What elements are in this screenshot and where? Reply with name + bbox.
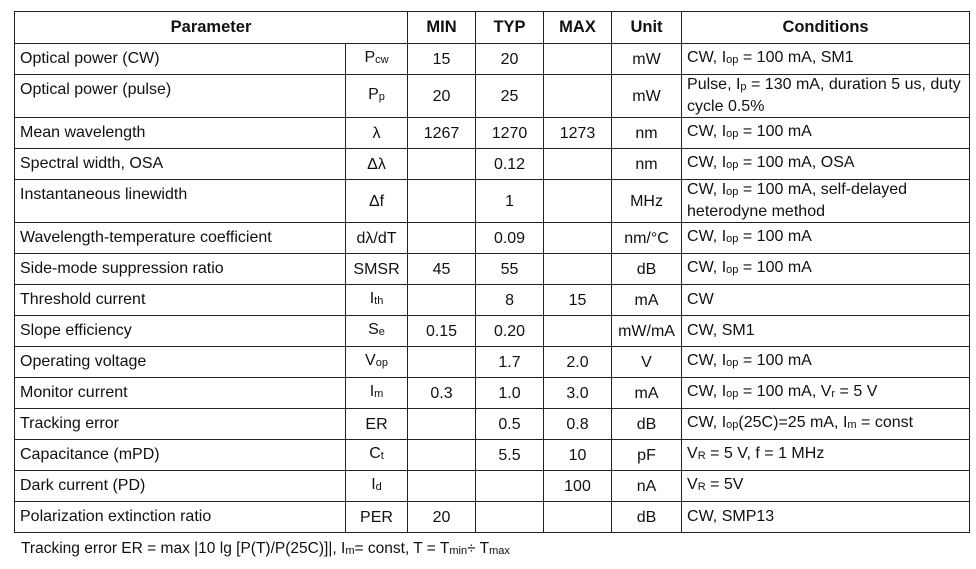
- conditions-cell: CW, $I_{op}(25C)=25$ mA, $I_m$ = const: [682, 409, 970, 440]
- unit-cell: nA: [612, 471, 682, 502]
- table-header-row: [15, 12, 970, 44]
- min-cell: 0.15: [408, 316, 476, 347]
- symbol-cell: Δf: [346, 180, 408, 223]
- max-cell: [544, 254, 612, 285]
- header-unit: Unit: [612, 12, 682, 44]
- max-cell: [544, 316, 612, 347]
- typ-cell: [476, 471, 544, 502]
- table-row: [15, 409, 970, 440]
- unit-cell: dB: [612, 502, 682, 533]
- unit-cell: dB: [612, 409, 682, 440]
- min-cell: 20: [408, 502, 476, 533]
- symbol-cell: λ: [346, 118, 408, 149]
- symbol-cell: $S_e$: [346, 316, 408, 347]
- parameter-cell: Wavelength-temperature coefficient: [15, 223, 346, 254]
- parameter-cell: Spectral width, OSA: [15, 149, 346, 180]
- typ-cell: 55: [476, 254, 544, 285]
- symbol-cell: Δλ: [346, 149, 408, 180]
- min-cell: [408, 347, 476, 378]
- min-cell: 1267: [408, 118, 476, 149]
- table-row: [15, 75, 970, 118]
- unit-cell: MHz: [612, 180, 682, 223]
- max-cell: [544, 180, 612, 223]
- header-typ: TYP: [476, 12, 544, 44]
- parameter-cell: Side-mode suppression ratio: [15, 254, 346, 285]
- symbol-cell: $I_d$: [346, 471, 408, 502]
- parameter-cell: Optical power (CW): [15, 44, 346, 75]
- typ-cell: 20: [476, 44, 544, 75]
- typ-cell: 1270: [476, 118, 544, 149]
- min-cell: [408, 471, 476, 502]
- unit-cell: pF: [612, 440, 682, 471]
- max-cell: [544, 44, 612, 75]
- symbol-cell: $C_t$: [346, 440, 408, 471]
- typ-cell: 1: [476, 180, 544, 223]
- max-cell: 2.0: [544, 347, 612, 378]
- min-cell: [408, 180, 476, 223]
- symbol-cell: $V_{op}$: [346, 347, 408, 378]
- header-parameter: Parameter: [15, 12, 408, 44]
- unit-cell: mW/mA: [612, 316, 682, 347]
- footnote: Tracking error ER = max |10 lg [P(T)/P(25C)]|, $I_m=$ const, $T = T_{min}\div T_{max}$: [21, 540, 510, 557]
- table-row: [15, 316, 970, 347]
- table-row: [15, 285, 970, 316]
- min-cell: [408, 149, 476, 180]
- symbol-cell: SMSR: [346, 254, 408, 285]
- parameter-cell: Operating voltage: [15, 347, 346, 378]
- unit-cell: nm/°C: [612, 223, 682, 254]
- symbol-cell: dλ/dT: [346, 223, 408, 254]
- typ-cell: 8: [476, 285, 544, 316]
- symbol-cell: ER: [346, 409, 408, 440]
- typ-cell: 1.0: [476, 378, 544, 409]
- conditions-cell: CW, $I_{op} = 100$ mA, OSA: [682, 149, 970, 180]
- min-cell: 20: [408, 75, 476, 118]
- unit-cell: mA: [612, 285, 682, 316]
- unit-cell: V: [612, 347, 682, 378]
- specification-table: [14, 11, 970, 533]
- parameter-cell: Monitor current: [15, 378, 346, 409]
- header-max: MAX: [544, 12, 612, 44]
- typ-cell: [476, 502, 544, 533]
- table-row: [15, 118, 970, 149]
- max-cell: [544, 223, 612, 254]
- typ-cell: 1.7: [476, 347, 544, 378]
- min-cell: [408, 285, 476, 316]
- conditions-cell: CW, SM1: [682, 316, 970, 347]
- table-row: [15, 44, 970, 75]
- typ-cell: 0.09: [476, 223, 544, 254]
- max-cell: 100: [544, 471, 612, 502]
- conditions-cell: CW, $I_{op} = 100$ mA: [682, 347, 970, 378]
- unit-cell: nm: [612, 118, 682, 149]
- typ-cell: 0.20: [476, 316, 544, 347]
- conditions-cell: CW, $I_{op} = 100$ mA: [682, 254, 970, 285]
- max-cell: [544, 75, 612, 118]
- table-row: [15, 502, 970, 533]
- conditions-cell: $V_R = 5V$: [682, 471, 970, 502]
- typ-cell: 0.12: [476, 149, 544, 180]
- conditions-cell: $V_R = 5$ V, f = 1 MHz: [682, 440, 970, 471]
- parameter-cell: Threshold current: [15, 285, 346, 316]
- max-cell: [544, 149, 612, 180]
- unit-cell: mA: [612, 378, 682, 409]
- table-row: [15, 149, 970, 180]
- symbol-cell: PER: [346, 502, 408, 533]
- conditions-cell: CW, $I_{op} = 100$ mA, $V_r = 5$ V: [682, 378, 970, 409]
- conditions-cell: CW: [682, 285, 970, 316]
- table-row: [15, 180, 970, 223]
- table-row: [15, 440, 970, 471]
- table-body: [15, 44, 970, 533]
- table-row: [15, 378, 970, 409]
- table-row: [15, 254, 970, 285]
- table-row: [15, 471, 970, 502]
- max-cell: 15: [544, 285, 612, 316]
- conditions-cell: Pulse, $I_p = 130$ mA, duration 5 us, duty cycle 0.5%: [682, 75, 970, 118]
- symbol-cell: $I_m$: [346, 378, 408, 409]
- conditions-cell: CW, $I_{op} = 100$ mA, SM1: [682, 44, 970, 75]
- max-cell: 10: [544, 440, 612, 471]
- parameter-cell: Dark current (PD): [15, 471, 346, 502]
- max-cell: 3.0: [544, 378, 612, 409]
- min-cell: 0.3: [408, 378, 476, 409]
- max-cell: [544, 502, 612, 533]
- conditions-cell: CW, $I_{op} = 100$ mA, self-delayed heterodyne method: [682, 180, 970, 223]
- min-cell: 45: [408, 254, 476, 285]
- header-min: MIN: [408, 12, 476, 44]
- symbol-cell: $P_{cw}$: [346, 44, 408, 75]
- unit-cell: mW: [612, 44, 682, 75]
- parameter-cell: Capacitance (mPD): [15, 440, 346, 471]
- parameter-cell: Instantaneous linewidth: [15, 180, 346, 223]
- unit-cell: dB: [612, 254, 682, 285]
- header-conditions: Conditions: [682, 12, 970, 44]
- max-cell: 0.8: [544, 409, 612, 440]
- typ-cell: 0.5: [476, 409, 544, 440]
- min-cell: [408, 223, 476, 254]
- conditions-cell: CW, $I_{op} = 100$ mA: [682, 118, 970, 149]
- unit-cell: mW: [612, 75, 682, 118]
- table-row: [15, 347, 970, 378]
- parameter-cell: Optical power (pulse): [15, 75, 346, 118]
- parameter-cell: Slope efficiency: [15, 316, 346, 347]
- table-row: [15, 223, 970, 254]
- typ-cell: 25: [476, 75, 544, 118]
- min-cell: [408, 440, 476, 471]
- conditions-cell: CW, $I_{op} = 100$ mA: [682, 223, 970, 254]
- min-cell: [408, 409, 476, 440]
- symbol-cell: $I_{th}$: [346, 285, 408, 316]
- typ-cell: 5.5: [476, 440, 544, 471]
- parameter-cell: Tracking error: [15, 409, 346, 440]
- unit-cell: nm: [612, 149, 682, 180]
- min-cell: 15: [408, 44, 476, 75]
- parameter-cell: Mean wavelength: [15, 118, 346, 149]
- conditions-cell: CW, SMP13: [682, 502, 970, 533]
- symbol-cell: $P_p$: [346, 75, 408, 118]
- parameter-cell: Polarization extinction ratio: [15, 502, 346, 533]
- max-cell: 1273: [544, 118, 612, 149]
